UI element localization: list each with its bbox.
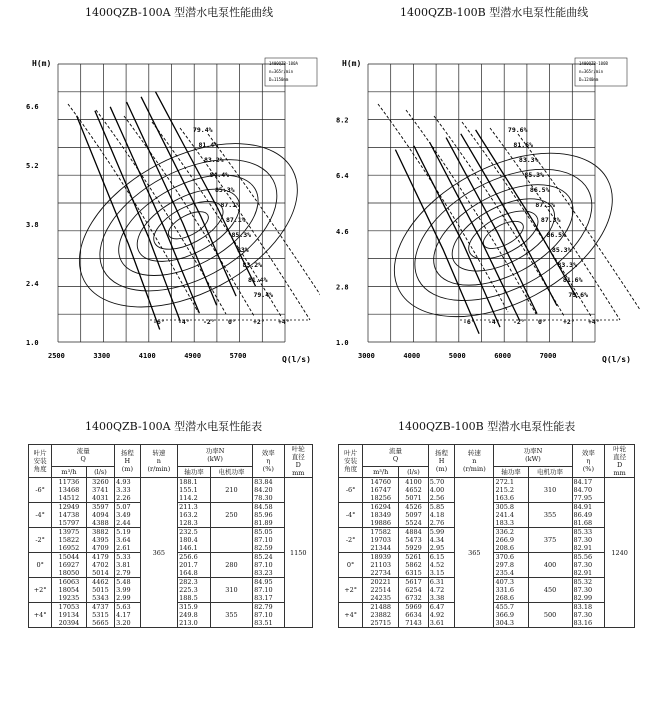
efficiency-label: 83.2% xyxy=(203,156,224,164)
pump-curve-chart-a xyxy=(20,40,320,370)
head-cell: 5.33 3.81 2.79 xyxy=(115,553,140,578)
y-tick-label: 3.8 xyxy=(26,221,39,230)
head-cell: 5.63 4.17 3.20 xyxy=(115,603,140,628)
head-header: 扬程 H (m) xyxy=(115,445,140,478)
flow-m3h-cell: 13975 15822 16952 xyxy=(52,528,86,553)
y-tick-label: 1.0 xyxy=(336,339,349,347)
efficiency-cell: 84.91 86.49 81.68 xyxy=(572,503,605,528)
flow-m3h-cell: 17053 19134 20394 xyxy=(52,603,86,628)
motor-power-header: 电机功率 xyxy=(210,466,252,477)
speed-header: 转速 n (r/min) xyxy=(455,445,494,478)
x-axis-label: Q(l/s) xyxy=(282,355,311,364)
legend-box xyxy=(575,58,627,86)
efficiency-contours xyxy=(52,110,320,341)
y-tick-label: 1.0 xyxy=(26,339,39,347)
x-tick-label: 4100 xyxy=(138,352,156,360)
x-tick-label: 7000 xyxy=(539,352,557,360)
chart-title-a: 1400QZB-100A 型潜水电泵性能曲线 xyxy=(85,6,274,19)
motor-power-cell xyxy=(210,528,252,553)
efficiency-label: 85.3% xyxy=(231,231,252,239)
angle-cell: -2° xyxy=(339,528,363,553)
angle-label: -4° xyxy=(488,318,500,326)
flow-ls-cell: 4179 4702 5014 xyxy=(86,553,114,578)
motor-power-cell: 375 xyxy=(528,528,572,553)
head-cell: 6.47 4.92 3.61 xyxy=(428,603,455,628)
flow-m3h-cell: 18939 21103 22734 xyxy=(363,553,399,578)
efficiency-cell: 84.17 84.70 77.95 xyxy=(572,478,605,503)
motor-power-cell: 400 xyxy=(528,553,572,578)
performance-table-b xyxy=(338,444,635,628)
efficiency-label: 87.1% xyxy=(225,216,246,224)
flow-m3h-cell: 21488 23882 25715 xyxy=(363,603,399,628)
angle-cell: +2° xyxy=(339,578,363,603)
efficiency-label: 81.6% xyxy=(513,141,534,149)
shaft-power-cell: 256.6 201.7 164.8 xyxy=(178,553,211,578)
x-tick-label: 3300 xyxy=(93,352,111,360)
shaft-power-cell: 370.6 297.8 235.4 xyxy=(494,553,528,578)
efficiency-cell: 84.58 85.96 81.89 xyxy=(253,503,284,528)
angle-cell: 0° xyxy=(339,553,363,578)
angle-label: -4° xyxy=(178,318,190,326)
flow-ls-cell: 3597 4094 4388 xyxy=(86,503,114,528)
efficiency-cell: 85.56 87.30 82.91 xyxy=(572,553,605,578)
angle-label: +2° xyxy=(563,318,575,326)
head-cell: 5.99 4.34 2.95 xyxy=(428,528,455,553)
legend-line-2: n=365r/min xyxy=(579,69,604,74)
efficiency-label: 83.3% xyxy=(557,261,578,269)
efficiency-cell: 82.79 87.10 83.51 xyxy=(253,603,284,628)
shaft-power-header: 轴功率 xyxy=(178,466,211,477)
efficiency-label: 83.2% xyxy=(242,261,263,269)
flow-m3h-cell: 16063 18054 19235 xyxy=(52,578,86,603)
head-cell: 5.07 3.49 2.44 xyxy=(115,503,140,528)
flow-header: 流量 Q xyxy=(363,445,429,467)
x-tick-label: 5000 xyxy=(448,352,466,360)
efficiency-contour xyxy=(52,110,320,341)
y-axis-label: H(m) xyxy=(342,59,362,68)
guide-line xyxy=(378,104,508,312)
y-tick-label: 6.6 xyxy=(26,103,39,112)
legend-line-3: D=1150mm xyxy=(269,77,289,82)
motor-power-header: 电机功率 xyxy=(528,466,572,477)
speed-header: 转速 n (r/min) xyxy=(140,445,178,478)
efficiency-label: 87.1% xyxy=(220,201,241,209)
efficiency-label: 85.3% xyxy=(214,186,235,194)
flow-m3h-header: m³/h xyxy=(52,466,86,477)
angle-cell: -4° xyxy=(339,503,363,528)
shaft-power-cell: 211.3 163.2 128.3 xyxy=(178,503,211,528)
y-tick-label: 4.6 xyxy=(336,227,349,236)
efficiency-cell: 85.33 87.30 82.91 xyxy=(572,528,605,553)
x-tick-label: 5700 xyxy=(229,352,247,360)
speed-cell: 365 xyxy=(455,478,494,628)
efficiency-label: 79.4% xyxy=(192,126,213,134)
table-row xyxy=(339,478,635,503)
efficiency-label: 86.5% xyxy=(529,186,550,194)
shaft-power-cell: 455.7 366.9 304.3 xyxy=(494,603,528,628)
head-cell: 5.70 4.00 2.56 xyxy=(428,478,455,503)
efficiency-label: 81.4% xyxy=(247,276,268,284)
flow-ls-cell: 3260 3741 4031 xyxy=(86,478,114,503)
head-header: 扬程 H (m) xyxy=(428,445,455,478)
flow-m3h-cell: 17582 19703 21344 xyxy=(363,528,399,553)
x-tick-label: 4900 xyxy=(184,352,202,360)
chart-title-b: 1400QZB-100B 型潜水电泵性能曲线 xyxy=(400,6,589,19)
impeller-diameter-header: 叶轮 直径 D mm xyxy=(605,445,635,478)
head-cell: 6.31 4.72 3.38 xyxy=(428,578,455,603)
motor-power-cell: 450 xyxy=(528,578,572,603)
blade-angle-header: 叶片 安装 角度 xyxy=(339,445,363,478)
angle-cell: +2° xyxy=(29,578,52,603)
motor-power-cell: 310 xyxy=(528,478,572,503)
angle-label: -2° xyxy=(203,318,215,326)
efficiency-header: 效率 η (%) xyxy=(572,445,605,478)
efficiency-label: 81.6% xyxy=(562,276,583,284)
hq-curve xyxy=(430,142,520,320)
performance-table-a xyxy=(28,444,313,628)
header-row xyxy=(339,445,635,467)
efficiency-label: 86.5% xyxy=(546,231,567,239)
header-row xyxy=(29,445,313,467)
angle-cell: -6° xyxy=(29,478,52,503)
legend-line-1: 1400QZB-100B xyxy=(579,61,608,66)
table-title-b: 1400QZB-100B 型潜水电泵性能表 xyxy=(398,420,576,433)
impeller-diameter-header: 叶轮 直径 D mm xyxy=(284,445,313,478)
impeller-diameter-cell: 1240 xyxy=(605,478,635,628)
flow-ls-cell: 5969 6634 7143 xyxy=(399,603,429,628)
efficiency-label: 81.4% xyxy=(198,141,219,149)
angle-label: -2° xyxy=(513,318,525,326)
efficiency-label: 83.3% xyxy=(518,156,539,164)
flow-m3h-cell: 16294 18349 19886 xyxy=(363,503,399,528)
motor-power-cell: 310 xyxy=(210,578,252,603)
shaft-power-cell: 232.5 180.4 146.1 xyxy=(178,528,211,553)
motor-power-cell: 210 xyxy=(210,478,252,503)
x-tick-label: 6000 xyxy=(494,352,512,360)
efficiency-header: 效率 η (%) xyxy=(253,445,284,478)
angle-cell: -2° xyxy=(29,528,52,553)
flow-ls-cell: 5261 5862 6315 xyxy=(399,553,429,578)
efficiency-label: 79.6% xyxy=(507,126,528,134)
efficiency-contours xyxy=(367,119,639,350)
x-tick-label: 3000 xyxy=(358,352,375,360)
table-title-a: 1400QZB-100A 型潜水电泵性能表 xyxy=(85,420,263,433)
efficiency-label: 87.3% xyxy=(540,216,561,224)
efficiency-label: 79.6% xyxy=(568,291,589,299)
angle-cell: -6° xyxy=(339,478,363,503)
flow-m3h-cell: 11736 13468 14512 xyxy=(52,478,86,503)
shaft-power-cell: 407.3 331.6 268.6 xyxy=(494,578,528,603)
flow-ls-cell: 3882 4395 4709 xyxy=(86,528,114,553)
angle-label: +4° xyxy=(278,318,290,326)
motor-power-cell: 355 xyxy=(210,603,252,628)
y-tick-label: 5.2 xyxy=(26,162,39,171)
legend-line-3: D=1240mm xyxy=(579,77,599,82)
hq-curve xyxy=(110,107,199,313)
angle-label: 0° xyxy=(228,318,236,326)
angle-cell: +4° xyxy=(339,603,363,628)
efficiency-contour xyxy=(417,164,589,306)
blade-angle-header: 叶片 安装 角度 xyxy=(29,445,52,478)
guide-line xyxy=(180,128,310,320)
flow-m3h-cell: 15044 16927 18050 xyxy=(52,553,86,578)
x-axis-label: Q(l/s) xyxy=(602,355,631,364)
head-cell: 4.93 3.33 2.26 xyxy=(115,478,140,503)
power-header: 功率N (kW) xyxy=(494,445,572,467)
shaft-power-cell: 272.1 215.2 163.6 xyxy=(494,478,528,503)
angle-cell: +4° xyxy=(29,603,52,628)
efficiency-label: 83% xyxy=(236,246,249,254)
motor-power-cell: 280 xyxy=(210,553,252,578)
efficiency-cell: 83.84 84.20 78.30 xyxy=(253,478,284,503)
shaft-power-cell: 305.8 241.4 183.3 xyxy=(494,503,528,528)
head-cell: 6.15 4.52 3.15 xyxy=(428,553,455,578)
flow-ls-header: (l/s) xyxy=(86,466,114,477)
head-cell: 5.85 4.18 2.76 xyxy=(428,503,455,528)
efficiency-cell: 84.95 87.10 83.17 xyxy=(253,578,284,603)
speed-cell: 365 xyxy=(140,478,178,628)
head-cell: 5.19 3.64 2.61 xyxy=(115,528,140,553)
y-tick-label: 6.4 xyxy=(336,172,349,181)
angle-label: +4° xyxy=(588,318,600,326)
y-axis-label: H(m) xyxy=(32,59,52,68)
legend-line-1: 1400QZB-100A xyxy=(269,61,298,66)
legend-line-2: n=365r/min xyxy=(269,69,294,74)
power-header: 功率N (kW) xyxy=(178,445,253,467)
y-tick-label: 2.4 xyxy=(26,280,39,289)
x-tick-label: 4000 xyxy=(403,352,421,360)
shaft-power-cell: 188.1 155.1 114.2 xyxy=(178,478,211,503)
impeller-diameter-cell: 1150 xyxy=(284,478,313,628)
efficiency-label: 87.3% xyxy=(535,201,556,209)
head-cell: 5.48 3.99 2.99 xyxy=(115,578,140,603)
angle-label: +2° xyxy=(253,318,265,326)
flow-ls-cell: 5617 6254 6732 xyxy=(399,578,429,603)
flow-ls-cell: 4737 5315 5665 xyxy=(86,603,114,628)
angle-cell: -4° xyxy=(29,503,52,528)
pump-curve-chart-b xyxy=(330,40,640,370)
flow-header: 流量 Q xyxy=(52,445,115,467)
shaft-power-cell: 336.2 266.9 208.6 xyxy=(494,528,528,553)
angle-cell: 0° xyxy=(29,553,52,578)
motor-power-cell: 355 xyxy=(528,503,572,528)
efficiency-label: 85.3% xyxy=(524,171,545,179)
x-tick-label: 2500 xyxy=(48,352,65,360)
efficiency-cell: 85.24 87.10 83.23 xyxy=(253,553,284,578)
angle-label: 0° xyxy=(538,318,546,326)
y-tick-label: 2.8 xyxy=(336,283,349,292)
efficiency-label: 85.3% xyxy=(551,246,572,254)
flow-ls-cell: 4884 5473 5929 xyxy=(399,528,429,553)
motor-power-cell: 250 xyxy=(210,503,252,528)
flow-ls-cell: 4100 4652 5071 xyxy=(399,478,429,503)
flow-ls-cell: 4526 5097 5524 xyxy=(399,503,429,528)
table-row xyxy=(29,478,313,503)
flow-ls-header: (l/s) xyxy=(399,466,429,477)
shaft-power-cell: 282.3 225.3 188.5 xyxy=(178,578,211,603)
efficiency-cell: 85.05 87.10 82.59 xyxy=(253,528,284,553)
shaft-power-cell: 315.9 249.8 213.0 xyxy=(178,603,211,628)
efficiency-label: 79.4% xyxy=(253,291,274,299)
efficiency-cell: 83.18 87.30 83.16 xyxy=(572,603,605,628)
flow-ls-cell: 4462 5015 5343 xyxy=(86,578,114,603)
motor-power-cell: 500 xyxy=(528,603,572,628)
shaft-power-header: 轴功率 xyxy=(494,466,528,477)
flow-m3h-header: m³/h xyxy=(363,466,399,477)
efficiency-cell: 85.32 87.30 82.99 xyxy=(572,578,605,603)
flow-m3h-cell: 20221 22514 24235 xyxy=(363,578,399,603)
efficiency-contour xyxy=(367,119,639,350)
efficiency-contour xyxy=(102,154,274,296)
y-tick-label: 8.2 xyxy=(336,116,349,125)
hq-curve xyxy=(155,92,255,287)
efficiency-label: 84.4% xyxy=(209,171,230,179)
flow-m3h-cell: 12949 14738 15797 xyxy=(52,503,86,528)
legend-box xyxy=(265,58,317,86)
angle-label: -6° xyxy=(153,318,165,326)
flow-m3h-cell: 14760 16747 18256 xyxy=(363,478,399,503)
angle-label: -6° xyxy=(463,318,475,326)
